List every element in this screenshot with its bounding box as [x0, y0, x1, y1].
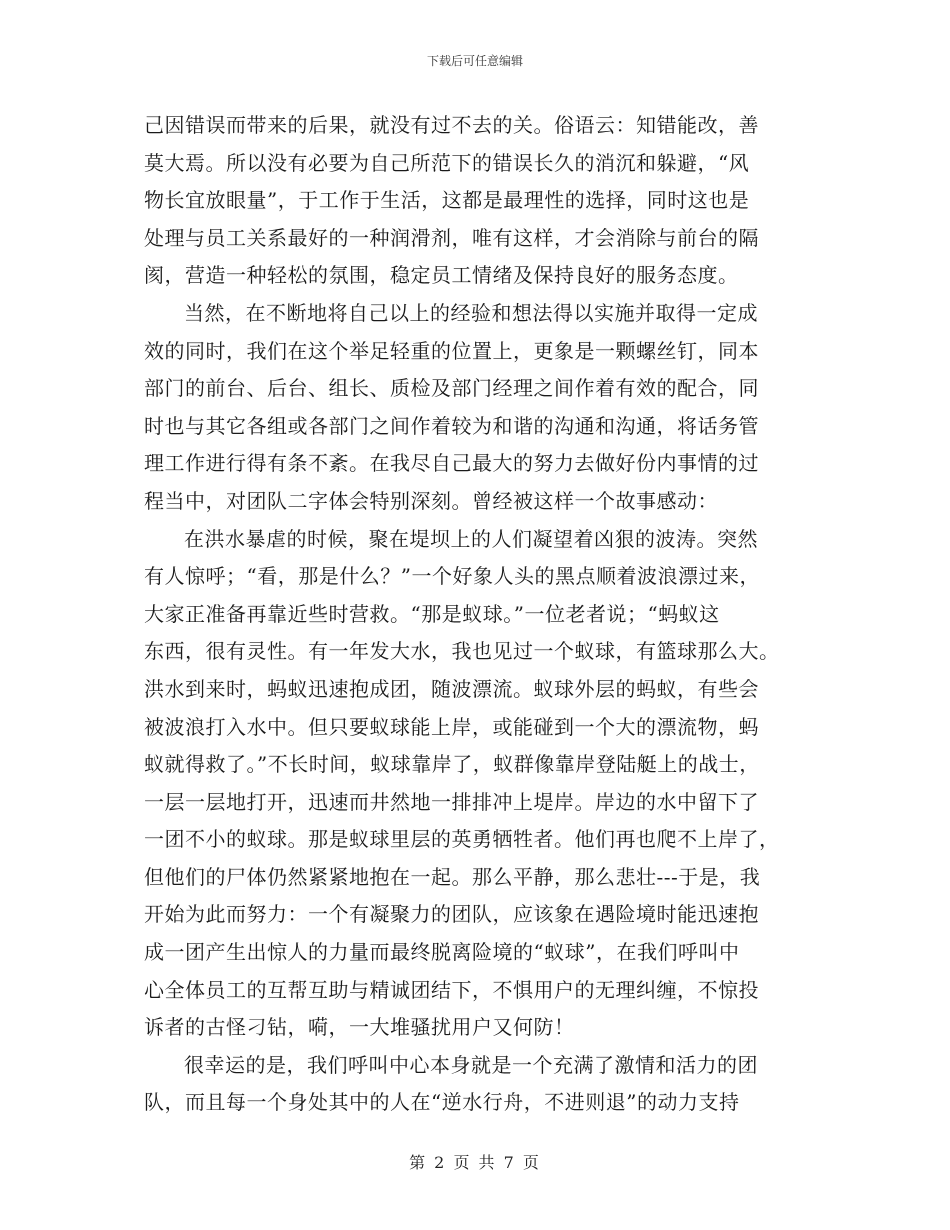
text-line: 处理与员工关系最好的一种润滑剂，唯有这样，才会消除与前台的隔 [144, 225, 759, 250]
text-line: 一层一层地打开，迅速而井然地一排排冲上堤岸。岸边的水中留下了 [144, 789, 759, 814]
text-line: 物长宜放眼量”，于工作于生活，这都是最理性的选择，同时这也是 [144, 188, 750, 213]
page-number: 第 2 页 共 7 页 [409, 1153, 541, 1172]
text-line: 一团不小的蚁球。那是蚁球里层的英勇牺牲者。他们再也爬不上岸了， [144, 827, 780, 852]
text-line: 东西，很有灵性。有一年发大水，我也见过一个蚁球，有篮球那么大。 [144, 639, 780, 664]
text-line: 理工作进行得有条不紊。在我尽自己最大的努力去做好份内事情的过 [144, 451, 759, 476]
text-line: 当然，在不断地将自己以上的经验和想法得以实施并取得一定成 [184, 300, 758, 325]
text-line: 蚁就得救了。”不长时间，蚁球靠岸了，蚁群像靠岸登陆艇上的战士， [144, 752, 760, 777]
text-line: 部门的前台、后台、组长、质检及部门经理之间作着有效的配合，同 [144, 376, 759, 401]
text-line: 很幸运的是，我们呼叫中心本身就是一个充满了激情和活力的团 [184, 1052, 758, 1077]
text-line: 在洪水暴虐的时候，聚在堤坝上的人们凝望着凶狠的波涛。突然 [184, 526, 758, 551]
text-line: 效的同时，我们在这个举足轻重的位置上，更象是一颗螺丝钉，同本 [144, 338, 759, 363]
text-line: 开始为此而努力：一个有凝聚力的团队，应该象在遇险境时能迅速抱 [144, 902, 759, 927]
text-line: 大家正准备再靠近些时营救。“那是蚁球。”一位老者说；“蚂蚁这 [144, 601, 720, 626]
text-line: 诉者的古怪刁钻，嗬，一大堆骚扰用户又何防！ [144, 1015, 575, 1040]
text-line: 程当中，对团队二字体会特别深刻。曾经被这样一个故事感动： [144, 488, 718, 513]
document-body [144, 107, 804, 1122]
text-line: 队，而且每一个身处其中的人在“逆水行舟，不进则退”的动力支持 [144, 1090, 740, 1115]
text-line: 成一团产生出惊人的力量而最终脱离险境的“蚁球”，在我们呼叫中 [144, 940, 740, 965]
text-line: 阂，营造一种轻松的氛围，稳定员工情绪及保持良好的服务态度。 [144, 263, 739, 288]
text-line: 心全体员工的互帮互助与精诚团结下，不惧用户的无理纠缠，不惊投 [144, 977, 759, 1002]
text-line: 洪水到来时，蚂蚁迅速抱成团，随波漂流。蚁球外层的蚂蚁，有些会 [144, 676, 759, 701]
text-line: 有人惊呼；“看，那是什么？”一个好象人头的黑点顺着波浪漂过来， [144, 564, 760, 589]
text-line: 但他们的尸体仍然紧紧地抱在一起。那么平静，那么悲壮---于是，我 [144, 864, 761, 889]
text-line: 被波浪打入水中。但只要蚁球能上岸，或能碰到一个大的漂流物，蚂 [144, 714, 759, 739]
text-line: 莫大焉。所以没有必要为自己所范下的错误长久的消沉和躲避，“风 [144, 150, 750, 175]
text-line: 时也与其它各组或各部门之间作着较为和谐的沟通和沟通，将话务管 [144, 413, 759, 438]
page-header-note: 下载后可任意编辑 [426, 54, 523, 68]
text-line: 己因错误而带来的后果，就没有过不去的关。俗语云：知错能改，善 [144, 113, 759, 137]
